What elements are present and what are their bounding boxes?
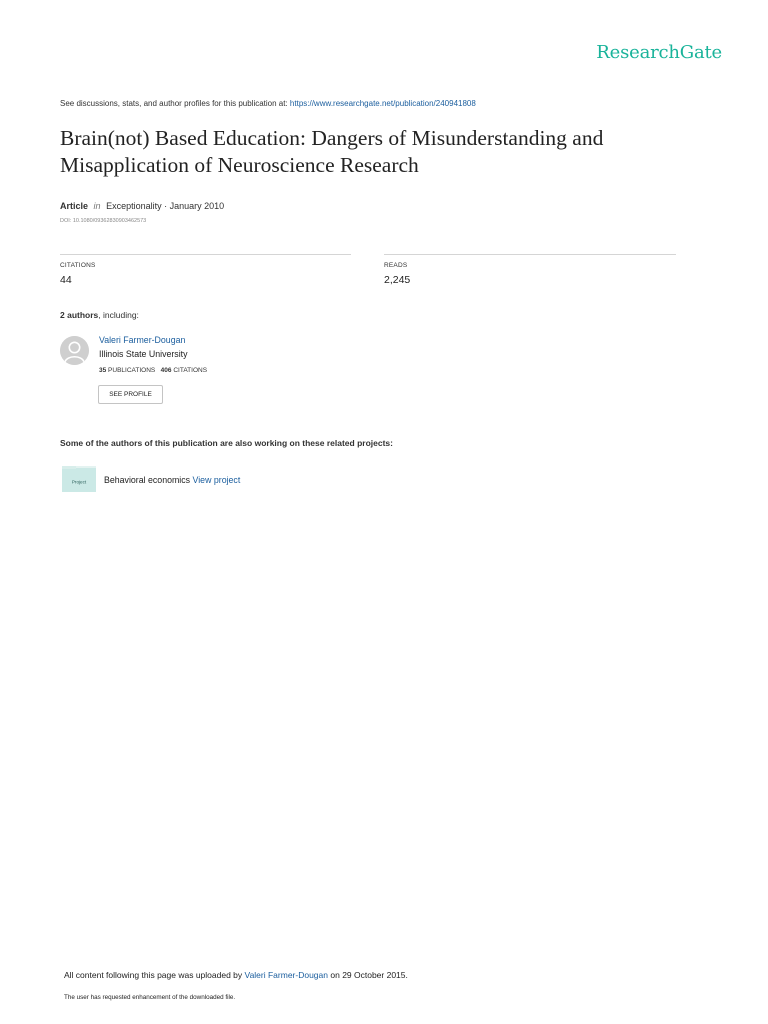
citations-value: 44 xyxy=(60,274,72,286)
author-citations-count: 406 xyxy=(160,367,172,374)
user-silhouette-icon xyxy=(60,336,89,365)
project-name: Behavioral economics xyxy=(104,475,191,485)
related-projects-heading: Some of the authors of this publication are also working on these related projects: xyxy=(60,438,393,448)
uploaded-suffix: on 29 October 2015. xyxy=(330,970,408,980)
researchgate-logo[interactable]: ResearchGate xyxy=(596,42,722,63)
uploader-link[interactable]: Valeri Farmer-Dougan xyxy=(244,970,328,980)
project-thumbnail[interactable] xyxy=(62,466,96,492)
see-discussions-line xyxy=(60,99,476,108)
author-citations-label: CITATIONS xyxy=(173,367,208,374)
uploaded-by-line xyxy=(64,970,408,980)
publication-type: Article xyxy=(60,201,89,211)
publication-in-word: in xyxy=(93,201,101,211)
authors-count: 2 authors xyxy=(60,310,99,320)
authors-heading xyxy=(60,310,139,320)
author-avatar[interactable] xyxy=(60,336,89,365)
author-name-link[interactable]: Valeri Farmer-Dougan xyxy=(99,335,186,345)
author-publications-count: 35 xyxy=(99,367,107,374)
publication-url-link[interactable]: https://www.researchgate.net/publication/240941808 xyxy=(289,99,476,108)
citations-divider xyxy=(60,254,351,255)
doi-text: DOI: 10.1080/09362830903462573 xyxy=(60,218,147,224)
publication-title: Brain(not) Based Education: Dangers of Misunderstanding and Misapplication of Neuroscience Research xyxy=(60,126,604,177)
author-stats xyxy=(99,367,207,374)
see-discussions-text: See discussions, stats, and author profiles for this publication at: xyxy=(60,99,288,108)
view-project-link[interactable]: View project xyxy=(192,475,241,485)
author-publications-label: PUBLICATIONS xyxy=(108,367,156,374)
citations-label: CITATIONS xyxy=(60,262,96,269)
see-profile-button[interactable]: SEE PROFILE xyxy=(98,385,163,404)
enhancement-note: The user has requested enhancement of the downloaded file. xyxy=(64,994,236,1001)
journal-date: Exceptionality · January 2010 xyxy=(106,201,225,211)
project-thumb-label: Project xyxy=(71,479,87,485)
authors-including: , including: xyxy=(98,310,139,320)
reads-divider xyxy=(384,254,676,255)
reads-value: 2,245 xyxy=(384,274,411,286)
publication-meta xyxy=(60,201,224,211)
project-folder-icon xyxy=(62,466,96,492)
uploaded-prefix: All content following this page was uploaded by xyxy=(64,970,243,980)
project-item xyxy=(104,475,240,485)
reads-label: READS xyxy=(384,262,408,269)
author-institution: Illinois State University xyxy=(99,349,188,359)
